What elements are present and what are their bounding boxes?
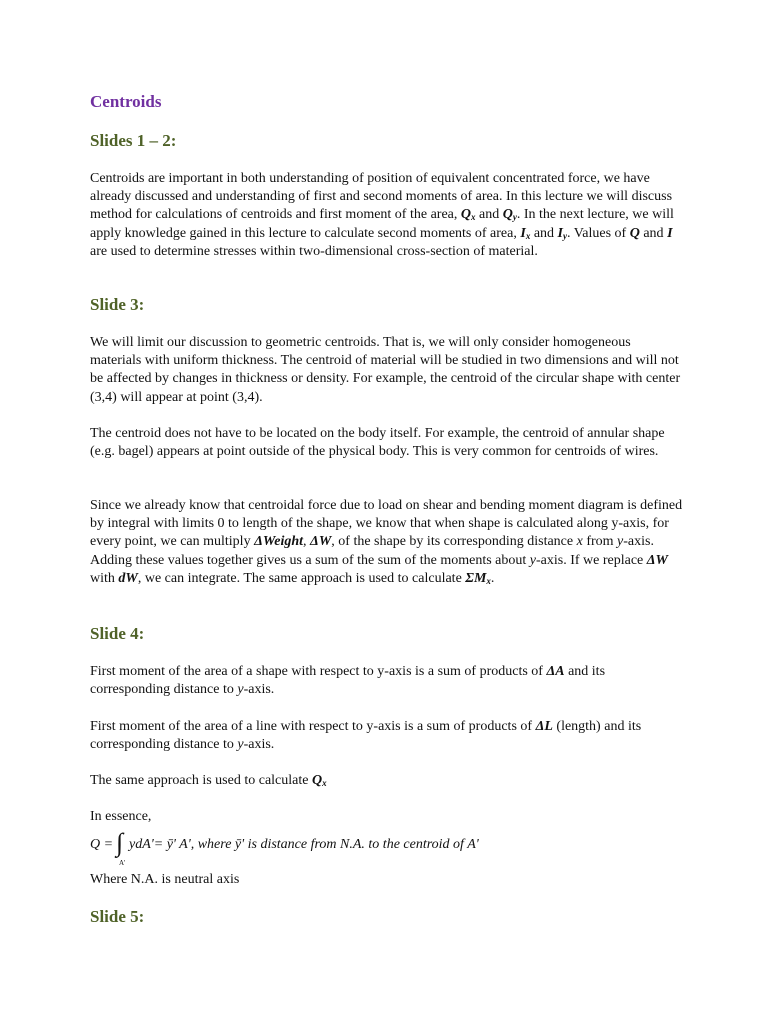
paragraph-in-essence: In essence, bbox=[90, 809, 152, 824]
equation-rhs: ydA'= ȳ' A', where ȳ' is distance from N.A. to the centroid of A' bbox=[129, 837, 479, 852]
paragraph-first-moment-area: First moment of the area of a shape with respect to y-axis is a sum of products of ΔA and its corresponding distance to y-axis. bbox=[90, 664, 606, 698]
paragraph-centroid-location: The centroid does not have to be located on the body itself. For example, the centroid of annular shape (e.g. bagel) appears at point outside of the physical body. This is very common for centroids of wires. bbox=[90, 426, 665, 460]
heading-slides-1-2: Slides 1 – 2: bbox=[90, 131, 177, 150]
paragraph-moment-sum: Since we already know that centroidal force due to load on shear and bending moment diagram is defined by integral with limits 0 to length of the shape, we know that when shape is calculated along y-axis, for every point, we can multiply ΔWeight, ΔW, of the shape by its corresponding distance x from y-axis. Adding these values together gives us a sum of the sum of the moments about y-axis. If we replace ΔW with dW, we can integrate. The same approach is used to calculate $\Sigma M_x$. bbox=[90, 498, 683, 586]
first-moment-equation bbox=[90, 828, 690, 869]
paragraph-same-approach: The same approach is used to calculate $Q_x$ bbox=[90, 773, 327, 788]
heading-slide-3: Slide 3: bbox=[90, 295, 145, 314]
paragraph-neutral-axis: Where N.A. is neutral axis bbox=[90, 872, 240, 887]
integral-sign-icon: ∫ bbox=[116, 828, 124, 857]
document-title: Centroids bbox=[90, 92, 162, 111]
paragraph-first-moment-line: First moment of the area of a line with respect to y-axis is a sum of products of ΔL (length) and its corresponding distance to y-axis. bbox=[90, 719, 642, 753]
heading-slide-5: Slide 5: bbox=[90, 907, 145, 926]
equation-lhs: Q = bbox=[90, 837, 114, 852]
paragraph-geometric-centroids: We will limit our discussion to geometric centroids. That is, we will only consider homogeneous materials with uniform thickness. The centroid of material will be studied in two dimensions and will not be affected by changes in thickness or density. For example, the centroid of the circular shape with center (3,4) will appear at point (3,4). bbox=[90, 335, 681, 405]
heading-slide-4: Slide 4: bbox=[90, 624, 145, 643]
paragraph-intro: Centroids are important in both understanding of position of equivalent concentrated force, we have already discussed and understanding of first and second moments of area. In this lecture we will discuss method for calculations of centroids and first moment of the area, $Q_x$ and $Q_y$. In the next lecture, we will apply knowledge gained in this lecture to calculate second moments of area, $I_x$ and $I_y$. Values of Q and I are used to determine stresses within two-dimensional cross-section of material. bbox=[90, 171, 674, 259]
integral-lower-limit: A' bbox=[119, 859, 126, 867]
